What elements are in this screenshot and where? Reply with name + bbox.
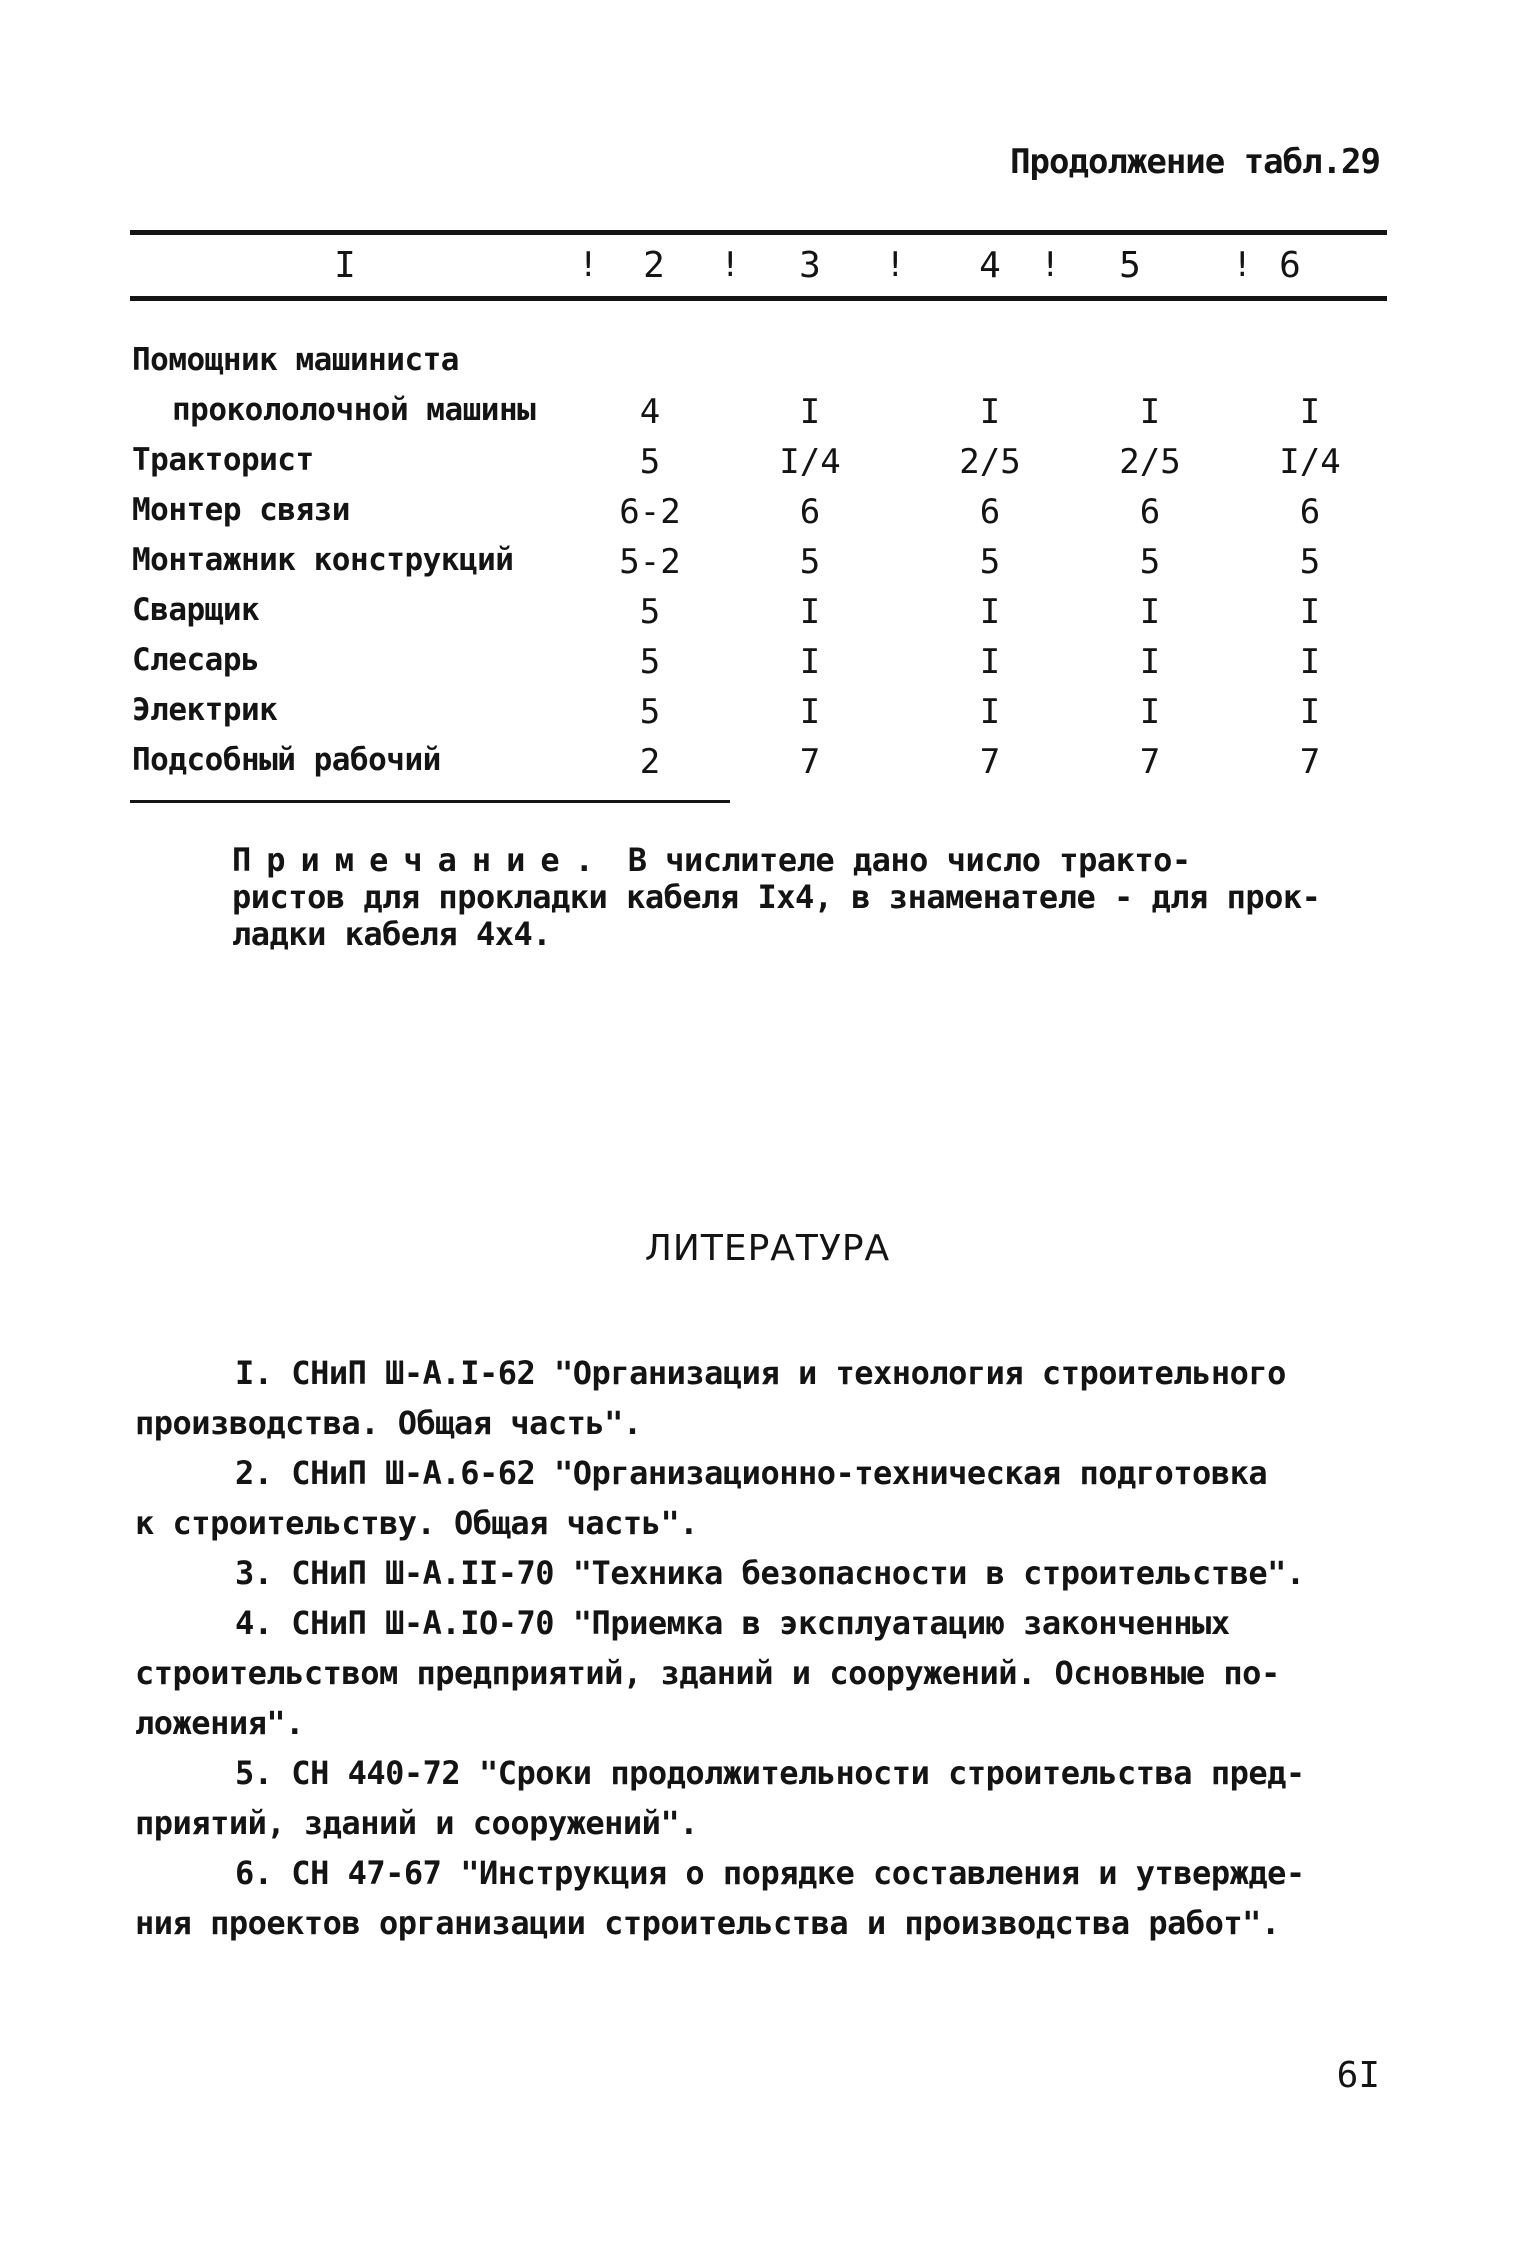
- reference-2-line-1: 2. СНиП Ш-А.6-62 "Организационно-техническая подготовка: [235, 1454, 1268, 1492]
- table-row: [0, 392, 1535, 442]
- reference-4-line-2: строительством предприятий, зданий и сооружений. Основные по-: [135, 1654, 1280, 1692]
- section-title: ЛИТЕРАТУРА: [644, 1228, 891, 1269]
- table-row: [0, 492, 1535, 542]
- row-label: Подсобный рабочий: [132, 742, 441, 778]
- cell-col-4: I: [979, 642, 1001, 682]
- column-separator: !: [1232, 245, 1253, 285]
- cell-col-2: 5-2: [619, 542, 681, 582]
- cell-col-3: 6: [799, 492, 821, 532]
- cell-col-5: 2/5: [1119, 442, 1181, 482]
- row-label: Помощник машиниста: [132, 342, 459, 378]
- table-row: [0, 442, 1535, 492]
- cell-col-4: 2/5: [959, 442, 1021, 482]
- row-label: прокололочной машины: [172, 392, 536, 428]
- cell-col-6: I: [1299, 692, 1321, 732]
- cell-col-3: I: [799, 592, 821, 632]
- cell-col-6: I: [1299, 392, 1321, 432]
- reference-4-line-1: 4. СНиП Ш-А.IO-70 "Приемка в эксплуатацию законченных: [235, 1604, 1230, 1642]
- reference-3-line-1: 3. СНиП Ш-А.II-70 "Техника безопасности в строительстве".: [235, 1554, 1305, 1592]
- reference-list: [135, 1348, 1395, 1948]
- column-separator: !: [885, 245, 906, 285]
- cell-col-5: I: [1139, 692, 1161, 732]
- row-label: Слесарь: [132, 642, 260, 678]
- row-label: Монтер связи: [132, 492, 350, 528]
- reference-6-line-2: ния проектов организации строительства и производства работ".: [135, 1904, 1280, 1942]
- table-top-rule: [130, 230, 1387, 235]
- cell-col-2: 5: [639, 642, 661, 682]
- cell-col-4: I: [979, 692, 1001, 732]
- cell-col-2: 5: [639, 592, 661, 632]
- cell-col-2: 4: [639, 392, 661, 432]
- reference-4-line-3: ложения".: [135, 1704, 304, 1742]
- cell-col-3: I: [799, 692, 821, 732]
- column-header-4: 4: [979, 245, 1001, 286]
- cell-col-3: I: [799, 642, 821, 682]
- cell-col-3: I: [799, 392, 821, 432]
- cell-col-5: I: [1139, 592, 1161, 632]
- cell-col-2: 5: [639, 692, 661, 732]
- table-bottom-rule: [130, 800, 730, 803]
- column-separator: !: [1040, 245, 1061, 285]
- cell-col-3: 5: [799, 542, 821, 582]
- page-number: 6I: [1336, 2055, 1380, 2096]
- note-text-line-2: ристов для прокладки кабеля Iх4, в знаменателе - для прок-: [232, 878, 1321, 916]
- row-label: Сварщик: [132, 592, 260, 628]
- cell-col-5: 6: [1139, 492, 1161, 532]
- column-header-1: I: [334, 245, 356, 286]
- column-header-3: 3: [799, 245, 821, 286]
- column-separator: !: [720, 245, 741, 285]
- cell-col-2: 6-2: [619, 492, 681, 532]
- reference-2-line-2: к строительству. Общая часть".: [135, 1504, 698, 1542]
- cell-col-3: I/4: [779, 442, 841, 482]
- cell-col-5: I: [1139, 642, 1161, 682]
- table-continuation-label: Продолжение табл.29: [1010, 142, 1380, 182]
- cell-col-6: 5: [1299, 542, 1321, 582]
- column-header-5: 5: [1119, 245, 1141, 286]
- row-label: Монтажник конструкций: [132, 542, 514, 578]
- cell-col-4: I: [979, 592, 1001, 632]
- table-row: [0, 692, 1535, 742]
- row-label: Электрик: [132, 692, 278, 728]
- table-row: [0, 542, 1535, 592]
- cell-col-6: I: [1299, 642, 1321, 682]
- cell-col-2: 5: [639, 442, 661, 482]
- cell-col-6: 6: [1299, 492, 1321, 532]
- row-label: Тракторист: [132, 442, 314, 478]
- table-row: [0, 642, 1535, 692]
- cell-col-4: 5: [979, 542, 1001, 582]
- cell-col-4: I: [979, 392, 1001, 432]
- reference-1-line-2: производства. Общая часть".: [135, 1404, 642, 1442]
- reference-6-line-1: 6. СН 47-67 "Инструкция о порядке составления и утвержде-: [235, 1854, 1305, 1892]
- table-row: [0, 592, 1535, 642]
- cell-col-4: 6: [979, 492, 1001, 532]
- reference-5-line-1: 5. СН 440-72 "Сроки продолжительности строительства пред-: [235, 1754, 1305, 1792]
- note-label: Примечание.: [232, 841, 609, 879]
- note-text-line-3: ладки кабеля 4х4.: [232, 915, 552, 953]
- cell-col-6: I: [1299, 592, 1321, 632]
- cell-col-4: 7: [979, 742, 1001, 782]
- column-separator: !: [578, 245, 599, 285]
- cell-col-5: I: [1139, 392, 1161, 432]
- reference-5-line-2: приятий, зданий и сооружений".: [135, 1804, 698, 1842]
- table-row: [0, 742, 1535, 792]
- table-note: [232, 842, 1402, 953]
- cell-col-2: 2: [639, 742, 661, 782]
- reference-1-line-1: I. СНиП Ш-А.I-62 "Организация и технология строительного: [235, 1354, 1286, 1392]
- table-row: [0, 342, 1535, 392]
- cell-col-3: 7: [799, 742, 821, 782]
- column-header-6: 6: [1279, 245, 1301, 286]
- cell-col-5: 5: [1139, 542, 1161, 582]
- column-header-2: 2: [643, 245, 665, 286]
- cell-col-5: 7: [1139, 742, 1161, 782]
- note-text-line-1: В числителе дано число тракто-: [627, 841, 1191, 879]
- table-header-rule: [130, 296, 1387, 301]
- cell-col-6: 7: [1299, 742, 1321, 782]
- cell-col-6: I/4: [1279, 442, 1341, 482]
